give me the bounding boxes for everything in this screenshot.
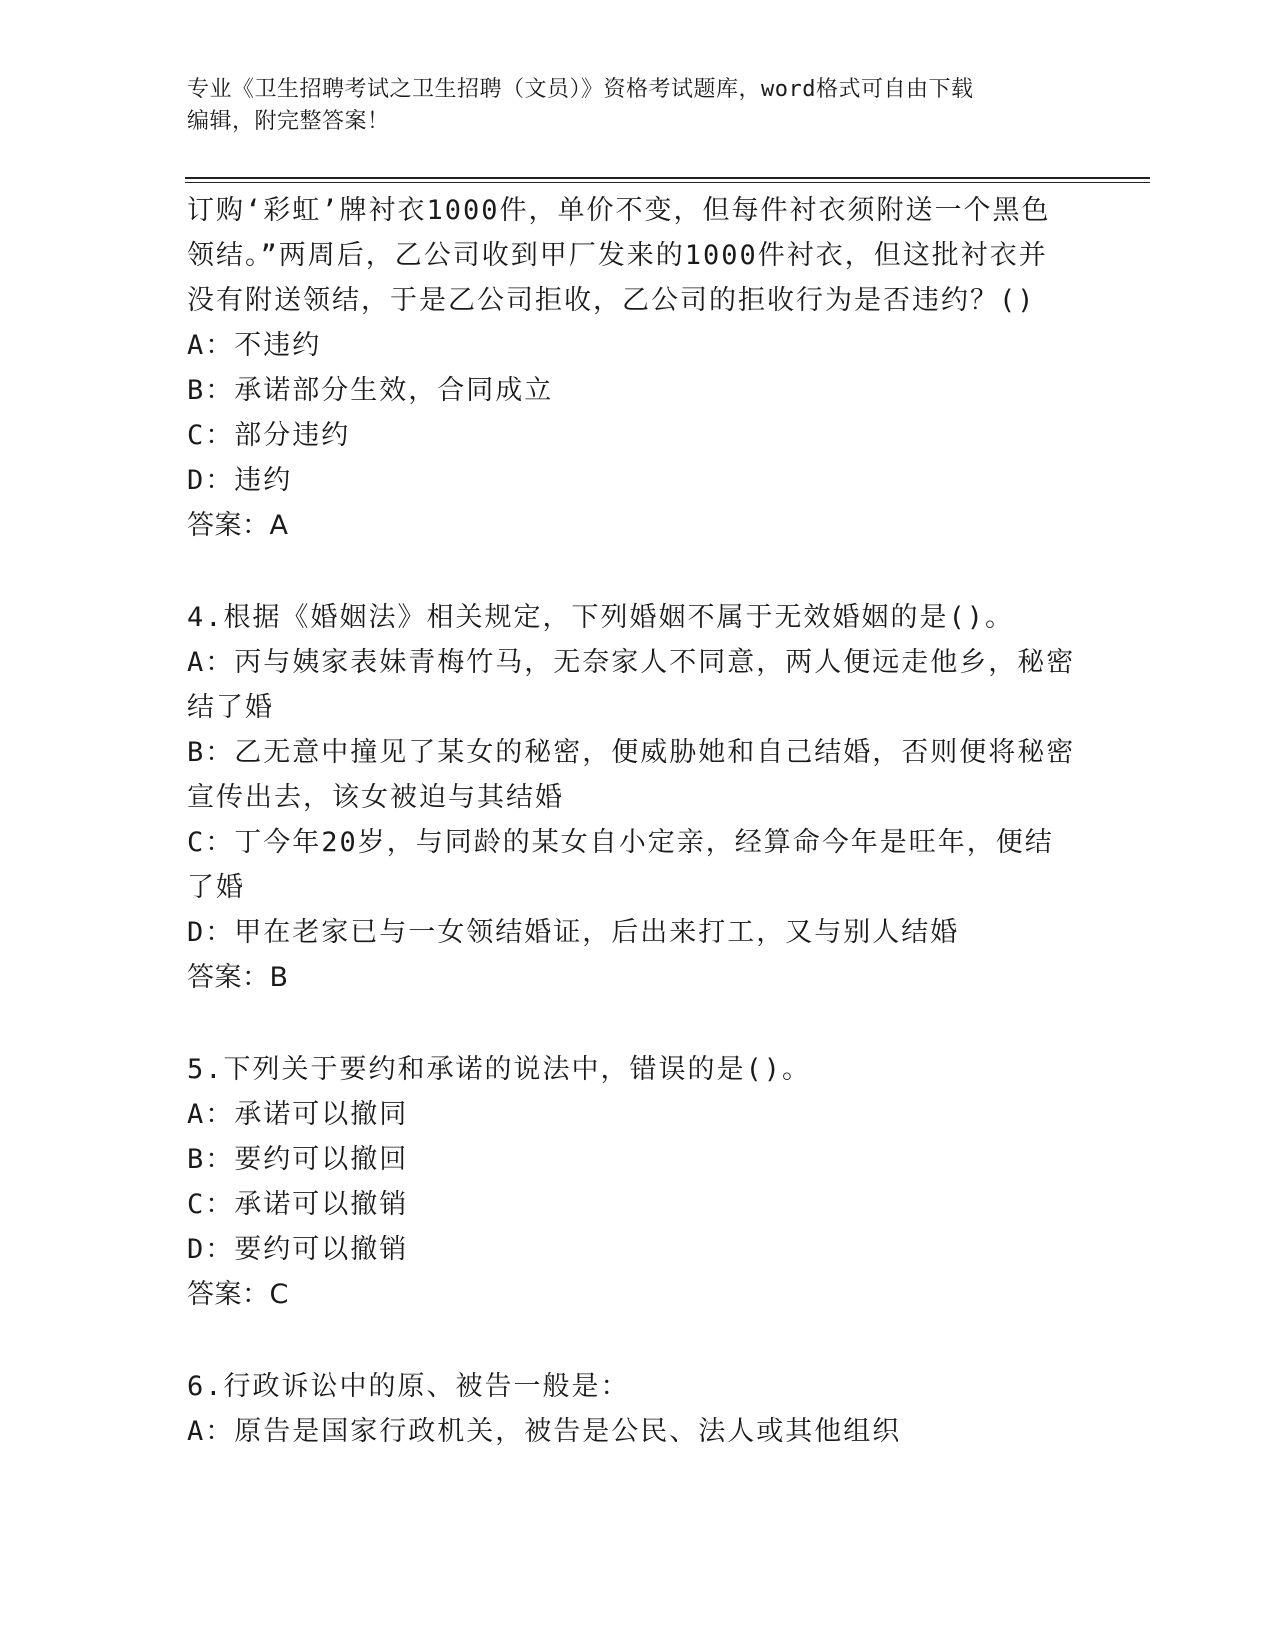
- question-4-option-b-line-1: B：乙无意中撞见了某女的秘密，便威胁她和自己结婚，否则便将秘密: [187, 737, 1076, 768]
- question-3-option-c: C：部分违约: [187, 420, 351, 451]
- question-5-option-d: D：要约可以撤销: [187, 1234, 409, 1265]
- question-6-block: [187, 1364, 1087, 1454]
- spacer: [187, 1317, 1087, 1364]
- question-5-option-a: A：承诺可以撤同: [187, 1099, 409, 1130]
- question-3-text-line-2: 领结。”两周后，乙公司收到甲厂发来的1000件衬衣，但这批衬衣并: [187, 240, 1048, 271]
- question-4-option-d: D：甲在老家已与一女领结婚证，后出来打工，又与别人结婚: [187, 917, 960, 948]
- question-5-option-b: B：要约可以撤回: [187, 1144, 409, 1175]
- question-3-option-d: D：违约: [187, 465, 293, 496]
- question-3-text-line-1: 订购‘彩虹’牌衬衣1000件，单价不变，但每件衬衣须附送一个黑色: [187, 195, 1051, 226]
- question-5-block: [187, 1047, 1087, 1317]
- spacer: [187, 1000, 1087, 1047]
- header-line-2: 编辑，附完整答案！: [187, 109, 390, 134]
- question-5-option-c: C：承诺可以撤销: [187, 1189, 409, 1220]
- question-4-option-c-line-2: 了婚: [187, 872, 245, 903]
- question-3-text-line-3: 没有附送领结，于是乙公司拒收，乙公司的拒收行为是否违约？(): [187, 285, 1036, 316]
- header-line-1: 专业《卫生招聘考试之卫生招聘（文员）》资格考试题库，word格式可自由下载: [187, 77, 974, 102]
- question-6-text: 6.行政诉讼中的原、被告一般是：: [187, 1371, 630, 1402]
- header-rule-thick: [185, 177, 1150, 179]
- question-5-text: 5.下列关于要约和承诺的说法中，错误的是()。: [187, 1054, 812, 1085]
- question-4-block: [187, 595, 1087, 1000]
- question-5-answer: 答案：C: [187, 1279, 289, 1310]
- question-4-answer: 答案：B: [187, 962, 289, 993]
- document-header: [187, 74, 1087, 138]
- question-3-option-a: A：不违约: [187, 330, 322, 361]
- question-4-option-a-line-1: A：丙与姨家表妹青梅竹马，无奈家人不同意，两人便远走他乡，秘密: [187, 647, 1076, 678]
- question-4-option-a-line-2: 结了婚: [187, 692, 274, 723]
- document-body: [187, 188, 1087, 1454]
- question-4-option-b-line-2: 宣传出去，该女被迫与其结婚: [187, 782, 564, 813]
- header-rule-thin: [185, 182, 1150, 183]
- spacer: [187, 548, 1087, 595]
- question-3-option-b: B：承诺部分生效，合同成立: [187, 375, 554, 406]
- question-3-answer: 答案：A: [187, 510, 289, 541]
- question-6-option-a: A：原告是国家行政机关，被告是公民、法人或其他组织: [187, 1416, 902, 1447]
- question-4-text: 4.根据《婚姻法》相关规定，下列婚姻不属于无效婚姻的是()。: [187, 602, 1015, 633]
- question-4-option-c-line-1: C：丁今年20岁，与同龄的某女自小定亲，经算命今年是旺年，便结: [187, 827, 1054, 858]
- question-3-block: [187, 188, 1087, 548]
